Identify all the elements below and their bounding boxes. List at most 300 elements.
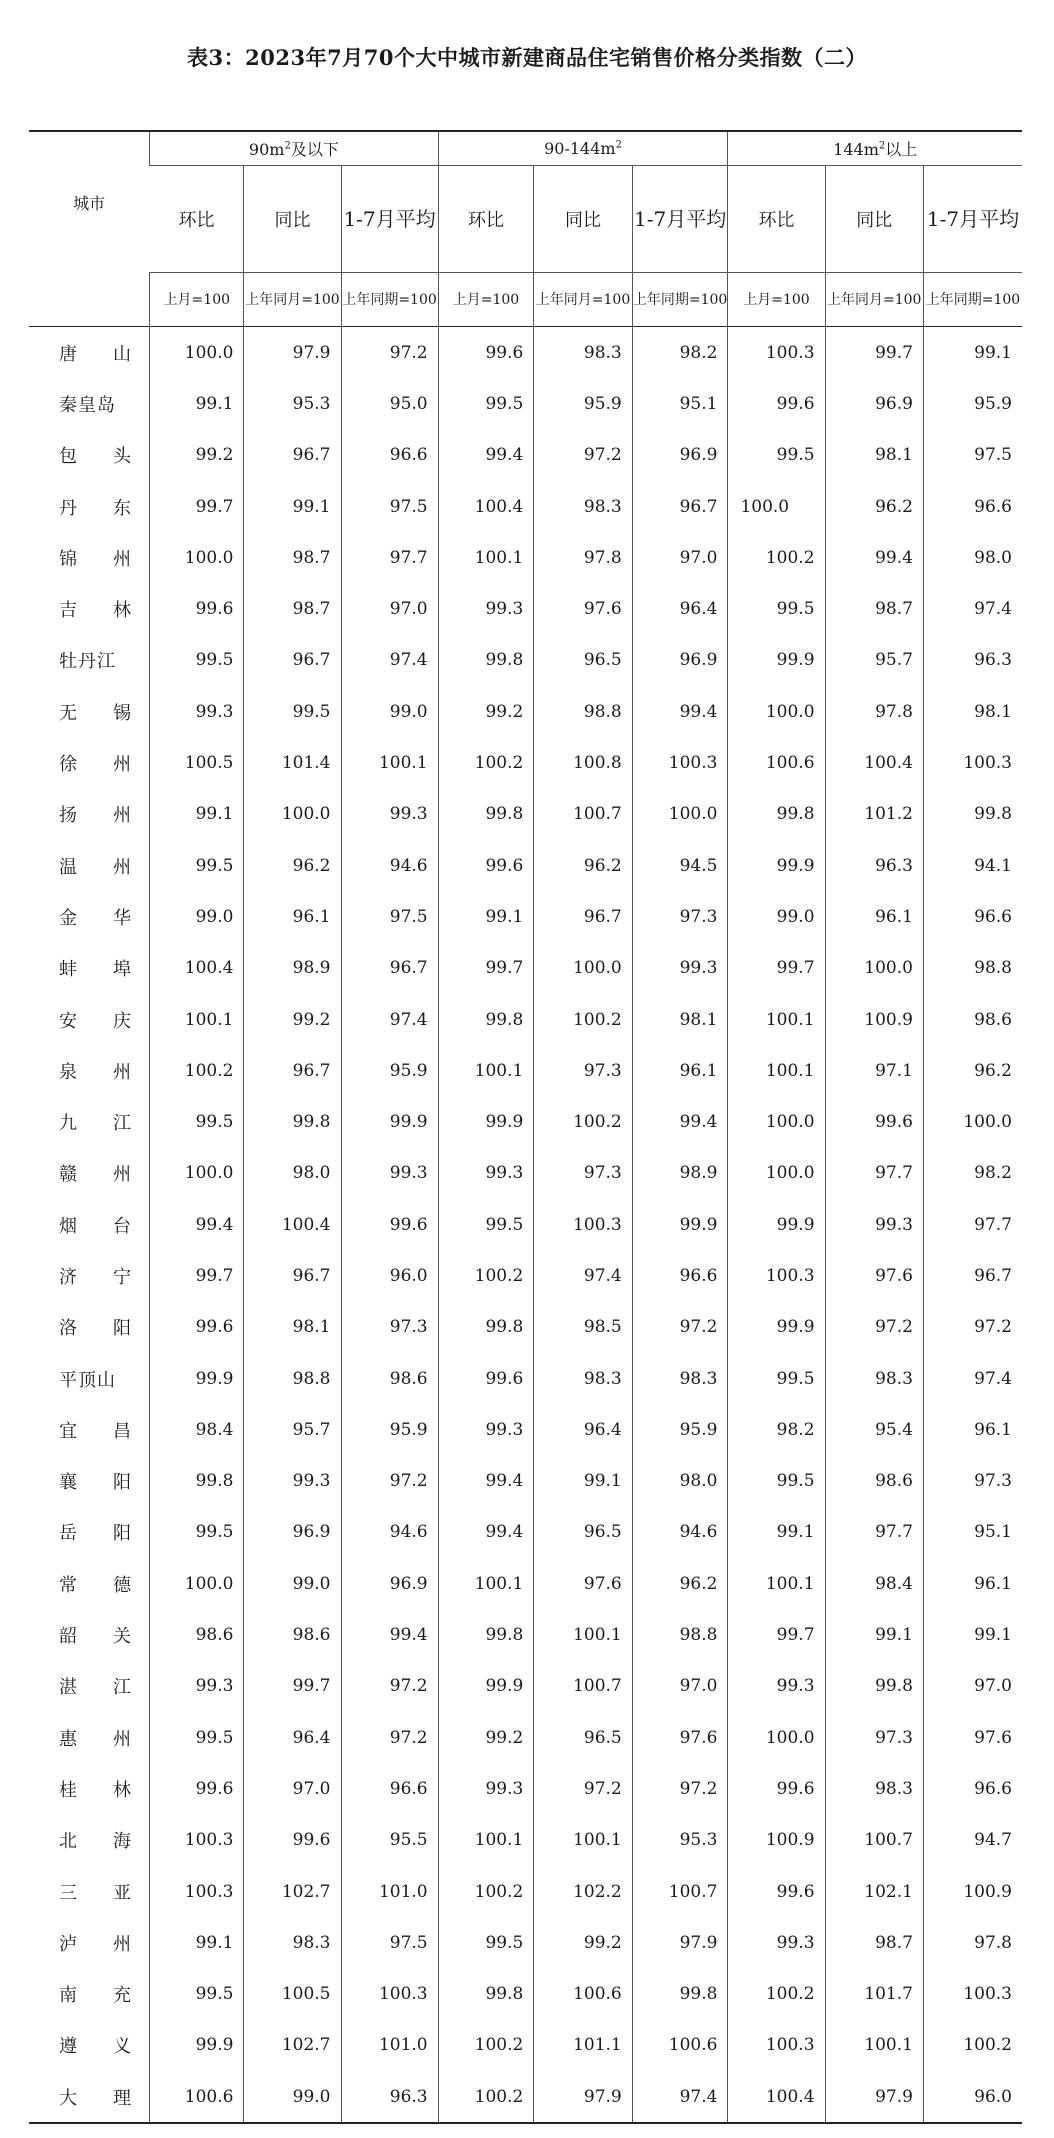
index-value: 100.4 [728,2071,825,2123]
index-value: 97.3 [923,1456,1022,1507]
city-name-text: 徐州 [59,754,131,776]
city-name-text: 南充 [59,1985,131,2007]
index-value: 98.0 [244,1148,341,1199]
index-value: 96.7 [244,635,341,686]
index-value: 99.8 [632,1969,728,2020]
index-value: 97.0 [632,532,728,583]
city-name-text: 宜昌 [59,1420,131,1442]
index-value: 99.7 [150,1250,244,1301]
index-value: 98.3 [534,481,632,532]
city-column-header: 城市 [29,131,150,273]
index-value: 99.3 [438,583,534,634]
index-value: 99.1 [150,789,244,840]
index-value: 98.8 [534,686,632,737]
index-value: 99.4 [632,686,728,737]
index-value: 99.4 [438,430,534,481]
index-value: 97.2 [534,430,632,481]
table-row [29,943,1022,994]
index-value: 99.9 [632,1199,728,1250]
city-name [29,1815,150,1866]
index-value: 99.6 [341,1199,438,1250]
index-value: 100.1 [438,532,534,583]
table-row [29,1969,1022,2020]
index-value: 99.1 [438,891,534,942]
index-value: 99.3 [341,789,438,840]
index-value: 98.3 [632,1353,728,1404]
index-value: 100.9 [825,994,923,1045]
index-value: 96.3 [923,635,1022,686]
city-name [29,1661,150,1712]
table-row [29,789,1022,840]
index-value: 99.4 [825,532,923,583]
table-row [29,891,1022,942]
table-row [29,1302,1022,1353]
index-value: 97.8 [825,686,923,737]
base-header: 上月=100 [438,273,534,327]
index-value: 97.6 [632,1712,728,1763]
index-value: 99.3 [825,1199,923,1250]
index-value: 95.1 [632,378,728,429]
index-value: 98.6 [244,1609,341,1660]
metric-header: 环比 [438,166,534,273]
index-value: 96.3 [341,2071,438,2123]
base-header: 上年同月=100 [534,273,632,327]
city-name [29,2071,150,2123]
index-value: 100.7 [534,1661,632,1712]
city-name [29,635,150,686]
city-name-text: 济宁 [59,1266,131,1288]
index-value: 97.4 [341,635,438,686]
index-value: 99.2 [244,994,341,1045]
city-name-text: 蚌埠 [59,959,131,981]
city-name [29,1096,150,1147]
index-value: 100.3 [534,1199,632,1250]
city-name-text: 丹东 [59,497,131,519]
index-value: 97.2 [534,1763,632,1814]
index-value: 100.6 [728,737,825,788]
city-name [29,1558,150,1609]
index-value: 99.6 [728,378,825,429]
city-name [29,1148,150,1199]
index-value: 98.4 [150,1404,244,1455]
index-value: 99.3 [150,686,244,737]
city-name-text: 岳阳 [59,1523,131,1545]
index-value: 100.3 [341,1969,438,2020]
index-value: 99.9 [728,1199,825,1250]
index-value: 99.5 [150,635,244,686]
index-value: 100.3 [923,737,1022,788]
city-name-text: 扬州 [59,805,131,827]
index-value: 97.7 [825,1507,923,1558]
index-value: 99.5 [438,1199,534,1250]
city-name [29,2020,150,2071]
index-value: 98.7 [825,1917,923,1968]
metric-header: 1-7月平均 [632,166,728,273]
index-value: 100.2 [438,737,534,788]
city-name [29,1456,150,1507]
group-label-prefix: 90m [248,140,285,159]
index-value: 99.6 [244,1815,341,1866]
index-value: 97.2 [341,1661,438,1712]
index-value: 99.5 [150,1507,244,1558]
index-value: 97.4 [632,2071,728,2123]
index-value: 98.3 [825,1763,923,1814]
index-value: 101.4 [244,737,341,788]
index-value: 99.5 [150,1096,244,1147]
city-name-text: 三亚 [59,1882,131,1904]
index-value: 95.5 [341,1815,438,1866]
index-value: 99.4 [632,1096,728,1147]
city-name-text: 泉州 [59,1061,131,1083]
index-value: 100.4 [150,943,244,994]
city-name [29,1866,150,1917]
index-value: 97.2 [632,1763,728,1814]
city-name [29,583,150,634]
index-value: 96.6 [923,1763,1022,1814]
index-value: 99.6 [150,1763,244,1814]
index-value: 98.8 [244,1353,341,1404]
city-name [29,994,150,1045]
table-row [29,1763,1022,1814]
index-value: 97.3 [825,1712,923,1763]
index-value: 97.9 [825,2071,923,2123]
group-label-prefix: 90-144m [544,139,616,158]
index-value: 99.1 [923,1609,1022,1660]
city-name [29,1917,150,1968]
city-name-text: 温州 [59,856,131,878]
table-row [29,1199,1022,1250]
table-row [29,1815,1022,1866]
index-value: 98.1 [825,430,923,481]
index-value: 96.7 [923,1250,1022,1301]
index-value: 99.5 [244,686,341,737]
table-row [29,840,1022,891]
index-value: 97.8 [923,1917,1022,1968]
index-value: 101.7 [825,1969,923,2020]
index-value: 96.7 [534,891,632,942]
index-value: 99.2 [534,1917,632,1968]
index-value: 98.1 [244,1302,341,1353]
index-value: 99.1 [150,378,244,429]
price-index-table [29,130,1022,2124]
index-value: 97.3 [632,891,728,942]
city-name [29,1404,150,1455]
metric-header: 环比 [728,166,825,273]
index-value: 100.2 [923,2020,1022,2071]
index-value: 100.0 [150,532,244,583]
index-value: 99.9 [728,840,825,891]
index-value: 96.4 [244,1712,341,1763]
index-value: 97.5 [341,481,438,532]
city-name [29,532,150,583]
index-value: 97.7 [825,1148,923,1199]
index-value: 96.7 [244,1045,341,1096]
metric-header: 1-7月平均 [923,166,1022,273]
index-value: 97.6 [534,583,632,634]
table-row [29,1045,1022,1096]
index-value: 99.9 [728,635,825,686]
city-name [29,1199,150,1250]
index-value: 97.2 [632,1302,728,1353]
index-value: 98.7 [244,532,341,583]
index-value: 100.0 [150,1558,244,1609]
index-value: 100.9 [923,1866,1022,1917]
table-row [29,1148,1022,1199]
index-value: 98.2 [923,1148,1022,1199]
index-value: 96.1 [244,891,341,942]
index-value: 95.3 [632,1815,728,1866]
table-row [29,1558,1022,1609]
city-name [29,686,150,737]
index-value: 100.2 [438,1866,534,1917]
index-value: 100.2 [728,532,825,583]
index-value: 99.0 [150,891,244,942]
index-value: 99.5 [728,430,825,481]
index-value: 100.0 [728,481,825,532]
index-value: 96.2 [923,1045,1022,1096]
metric-header: 环比 [150,166,244,273]
index-value: 100.3 [728,327,825,379]
index-value: 97.7 [923,1199,1022,1250]
index-value: 99.5 [728,1353,825,1404]
index-value: 100.1 [728,994,825,1045]
index-value: 99.3 [438,1763,534,1814]
index-value: 100.1 [150,994,244,1045]
index-value: 97.2 [825,1302,923,1353]
city-name-text: 牡丹江 [59,651,116,673]
index-value: 100.0 [150,1148,244,1199]
index-value: 100.2 [534,1096,632,1147]
index-value: 100.8 [534,737,632,788]
index-value: 96.9 [244,1507,341,1558]
index-value: 96.5 [534,1507,632,1558]
table-row [29,1096,1022,1147]
index-value: 94.5 [632,840,728,891]
index-value: 99.4 [150,1199,244,1250]
table-row [29,378,1022,429]
city-name [29,1969,150,2020]
index-value: 96.7 [244,430,341,481]
index-value: 99.3 [438,1148,534,1199]
index-value: 99.8 [150,1456,244,1507]
index-value: 99.7 [244,1661,341,1712]
index-value: 100.2 [534,994,632,1045]
index-value: 99.3 [632,943,728,994]
index-value: 96.6 [341,430,438,481]
city-name [29,481,150,532]
index-value: 98.0 [923,532,1022,583]
index-value: 96.2 [534,840,632,891]
index-value: 99.6 [825,1096,923,1147]
table-row [29,481,1022,532]
index-value: 99.3 [244,1456,341,1507]
group-label-prefix: 144m [833,140,879,159]
table-row [29,1353,1022,1404]
index-value: 100.1 [341,737,438,788]
index-value: 100.0 [923,1096,1022,1147]
index-value: 96.4 [534,1404,632,1455]
city-name-text: 唐山 [59,343,131,365]
city-name-text: 韶关 [59,1626,131,1648]
table-row [29,686,1022,737]
index-value: 99.5 [438,378,534,429]
index-value: 96.9 [632,430,728,481]
index-value: 97.0 [632,1661,728,1712]
index-value: 96.4 [632,583,728,634]
index-value: 99.5 [728,583,825,634]
index-value: 96.5 [534,1712,632,1763]
index-value: 100.1 [438,1045,534,1096]
index-value: 100.3 [728,1250,825,1301]
city-name [29,1250,150,1301]
index-value: 100.3 [150,1815,244,1866]
index-value: 100.0 [825,943,923,994]
index-value: 100.0 [632,789,728,840]
index-value: 98.3 [534,327,632,379]
index-value: 96.2 [825,481,923,532]
index-value: 96.2 [632,1558,728,1609]
index-value: 96.0 [341,1250,438,1301]
table-row [29,2020,1022,2071]
index-value: 98.9 [632,1148,728,1199]
index-value: 96.1 [923,1558,1022,1609]
index-value: 94.6 [341,840,438,891]
base-header: 上年同月=100 [244,273,341,327]
index-value: 97.4 [923,583,1022,634]
index-value: 102.2 [534,1866,632,1917]
index-value: 99.9 [150,1353,244,1404]
base-header: 上月=100 [150,273,244,327]
index-value: 99.8 [438,994,534,1045]
index-value: 99.0 [244,1558,341,1609]
index-value: 100.0 [728,1712,825,1763]
index-value: 96.9 [632,635,728,686]
index-value: 96.1 [632,1045,728,1096]
index-value: 98.6 [341,1353,438,1404]
index-value: 99.8 [438,635,534,686]
index-value: 95.9 [341,1404,438,1455]
index-value: 96.9 [341,1558,438,1609]
index-value: 99.5 [150,1969,244,2020]
index-value: 97.0 [341,583,438,634]
index-value: 95.7 [825,635,923,686]
index-value: 99.3 [341,1148,438,1199]
index-value: 98.3 [534,1353,632,1404]
index-value: 102.7 [244,2020,341,2071]
index-value: 97.0 [923,1661,1022,1712]
index-value: 100.1 [438,1558,534,1609]
index-value: 94.1 [923,840,1022,891]
city-name-text: 无锡 [59,702,131,724]
index-value: 98.2 [728,1404,825,1455]
city-name-text: 赣州 [59,1164,131,1186]
index-value: 99.8 [438,1609,534,1660]
index-value: 98.2 [632,327,728,379]
index-value: 100.3 [728,2020,825,2071]
index-value: 99.1 [150,1917,244,1968]
base-header: 上年同期=100 [923,273,1022,327]
index-value: 98.7 [244,583,341,634]
index-value: 99.9 [341,1096,438,1147]
city-name-text: 安庆 [59,1010,131,1032]
index-value: 95.9 [534,378,632,429]
index-value: 98.6 [825,1456,923,1507]
index-value: 99.3 [728,1661,825,1712]
index-value: 95.9 [923,378,1022,429]
metric-header: 同比 [244,166,341,273]
page-title: 表3：2023年7月70个大中城市新建商品住宅销售价格分类指数（二） [187,45,867,70]
index-value: 94.6 [341,1507,438,1558]
index-value: 99.3 [150,1661,244,1712]
index-value: 100.0 [150,327,244,379]
index-value: 99.8 [438,1969,534,2020]
index-value: 100.5 [244,1969,341,2020]
metric-header: 1-7月平均 [341,166,438,273]
table-row [29,327,1022,379]
index-value: 99.8 [923,789,1022,840]
index-value: 100.1 [534,1815,632,1866]
table-row [29,994,1022,1045]
table-row [29,1404,1022,1455]
index-value: 97.4 [923,1353,1022,1404]
index-value: 99.8 [728,789,825,840]
index-value: 96.9 [825,378,923,429]
table-row [29,1507,1022,1558]
city-name [29,1763,150,1814]
metric-header: 同比 [825,166,923,273]
index-value: 94.6 [632,1507,728,1558]
index-value: 99.9 [728,1302,825,1353]
index-value: 98.1 [632,994,728,1045]
index-value: 97.3 [341,1302,438,1353]
index-value: 98.3 [825,1353,923,1404]
table-row [29,1712,1022,1763]
index-value: 100.2 [438,2071,534,2123]
base-header: 上年同期=100 [341,273,438,327]
city-column-header-blank [29,273,150,327]
index-value: 97.1 [825,1045,923,1096]
group-label-superscript: 2 [615,139,622,151]
city-name-text: 泸州 [59,1933,131,1955]
city-name [29,789,150,840]
table-row [29,430,1022,481]
index-value: 97.6 [825,1250,923,1301]
city-name [29,840,150,891]
index-value: 98.8 [923,943,1022,994]
city-name-text: 金华 [59,907,131,929]
city-name [29,943,150,994]
index-value: 100.1 [438,1815,534,1866]
index-value: 100.0 [244,789,341,840]
index-value: 102.7 [244,1866,341,1917]
city-name-text: 平顶山 [59,1369,116,1391]
index-value: 100.2 [438,1250,534,1301]
index-value: 101.0 [341,2020,438,2071]
index-value: 99.2 [438,686,534,737]
index-value: 98.6 [923,994,1022,1045]
index-value: 96.6 [923,891,1022,942]
index-value: 97.2 [341,327,438,379]
index-value: 99.9 [150,2020,244,2071]
index-value: 98.8 [632,1609,728,1660]
table-row [29,583,1022,634]
city-name [29,1507,150,1558]
index-value: 99.6 [438,1353,534,1404]
index-value: 100.6 [632,2020,728,2071]
index-value: 98.6 [150,1609,244,1660]
index-value: 96.3 [825,840,923,891]
metric-header: 同比 [534,166,632,273]
